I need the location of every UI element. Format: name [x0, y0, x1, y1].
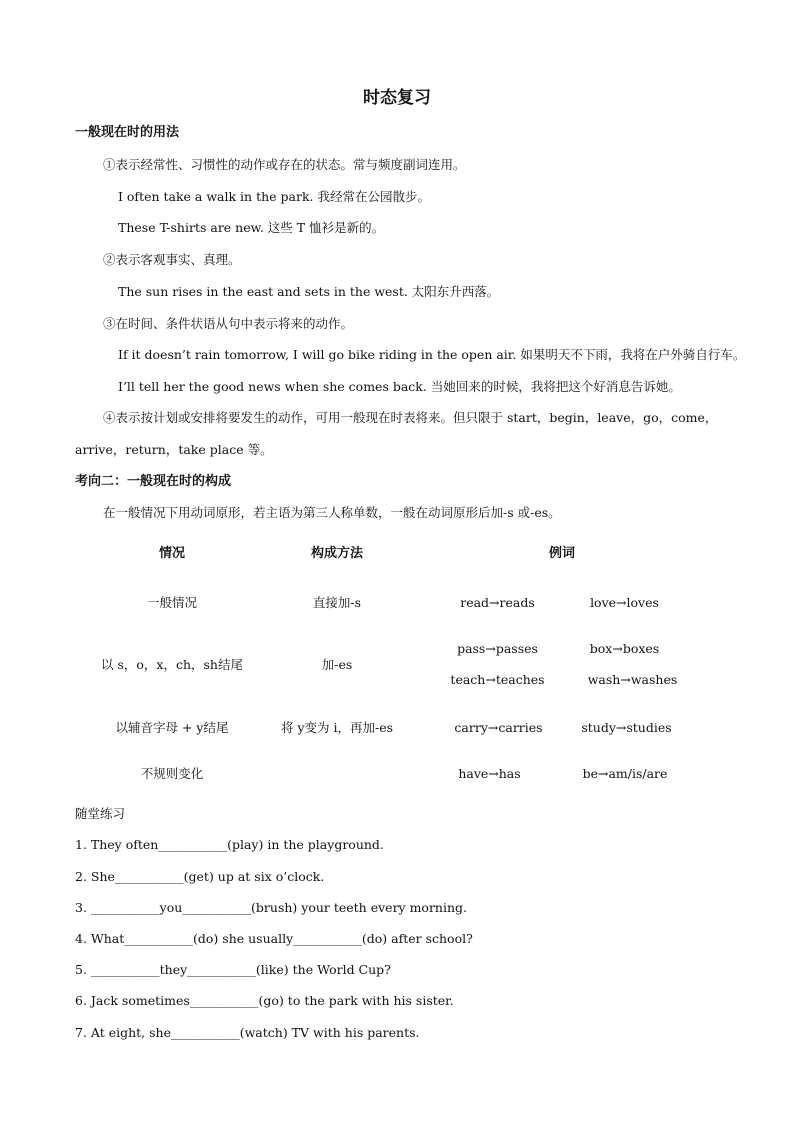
usage-point-4: ④表示按计划或安排将要发生的动作，可用一般现在时表将来。但只限于 start，begin，leave，go，come， — [103, 410, 718, 425]
usage-point-1: ①表示经常性、习惯性的动作或存在的状态。常与频度副词连用。 — [103, 157, 466, 172]
table-header-case: 情况 — [158, 546, 185, 561]
usage-point-2: ②表示客观事实、真理。 — [103, 252, 241, 267]
exercise-item: 6. Jack sometimes___________(go) to the park with his sister. — [75, 993, 454, 1008]
usage-example: I’ll tell her the good news when she comes back. 当她回来的时候，我将把这个好消息告诉她。 — [118, 379, 681, 394]
table-cell-example: carry→carries — [454, 720, 543, 735]
table-cell-example: have→has — [458, 766, 521, 781]
section-heading-formation: 考向二：一般现在时的构成 — [75, 474, 232, 489]
table-header-method: 构成方法 — [310, 546, 363, 561]
exercise-item: 1. They often___________(play) in the playground. — [75, 837, 384, 852]
usage-point-4-continued: arrive，return，take place 等。 — [75, 442, 273, 457]
table-cell-example: box→boxes — [589, 641, 660, 656]
usage-example: If it doesn’t rain tomorrow, I will go bike riding in the open air. 如果明天不下雨，我将在户外骑自行车。 — [118, 347, 746, 362]
practice-heading: 随堂练习 — [75, 806, 126, 821]
table-cell-method: 直接加-s — [312, 595, 362, 610]
formation-intro: 在一般情况下用动词原形，若主语为第三人称单数，一般在动词原形后加-s 或-es。 — [103, 505, 561, 520]
table-cell-example: pass→passes — [457, 641, 538, 656]
exercise-item: 3. ___________you___________(brush) your teeth every morning. — [75, 900, 468, 915]
exercise-item: 7. At eight, she___________(watch) TV with his parents. — [75, 1025, 420, 1040]
table-cell-case: 一般情况 — [146, 595, 197, 610]
table-cell-example: read→reads — [460, 595, 535, 610]
usage-point-3: ③在时间、条件状语从句中表示将来的动作。 — [103, 316, 354, 331]
table-cell-case: 以辅音字母 + y结尾 — [115, 720, 229, 735]
table-cell-example: love→loves — [590, 595, 659, 610]
table-cell-example: teach→teaches — [450, 672, 545, 687]
usage-example: These T-shirts are new. 这些 T 恤衫是新的。 — [118, 220, 385, 235]
usage-example: I often take a walk in the park. 我经常在公园散步。 — [118, 189, 430, 204]
usage-example: The sun rises in the east and sets in the west. 太阳东升西落。 — [118, 284, 500, 299]
table-cell-case: 不规则变化 — [140, 766, 204, 781]
exercise-item: 5. ___________they___________(like) the World Cup? — [75, 962, 391, 977]
section-heading-usage: 一般现在时的用法 — [75, 125, 180, 140]
exercise-item: 4. What___________(do) she usually___________(do) after school? — [75, 931, 473, 946]
page-title: 时态复习 — [363, 88, 431, 108]
table-cell-method: 加-es — [321, 657, 353, 672]
table-cell-example: wash→washes — [587, 672, 678, 687]
table-header-examples: 例词 — [548, 546, 575, 561]
exercise-item: 2. She___________(get) up at six o’clock. — [75, 869, 325, 884]
table-cell-method: 将 y变为 i，再加-es — [280, 720, 394, 735]
table-cell-example: study→studies — [581, 720, 672, 735]
table-cell-case: 以 s，o，x，ch，sh结尾 — [101, 657, 243, 672]
table-cell-example: be→am/is/are — [582, 766, 668, 781]
